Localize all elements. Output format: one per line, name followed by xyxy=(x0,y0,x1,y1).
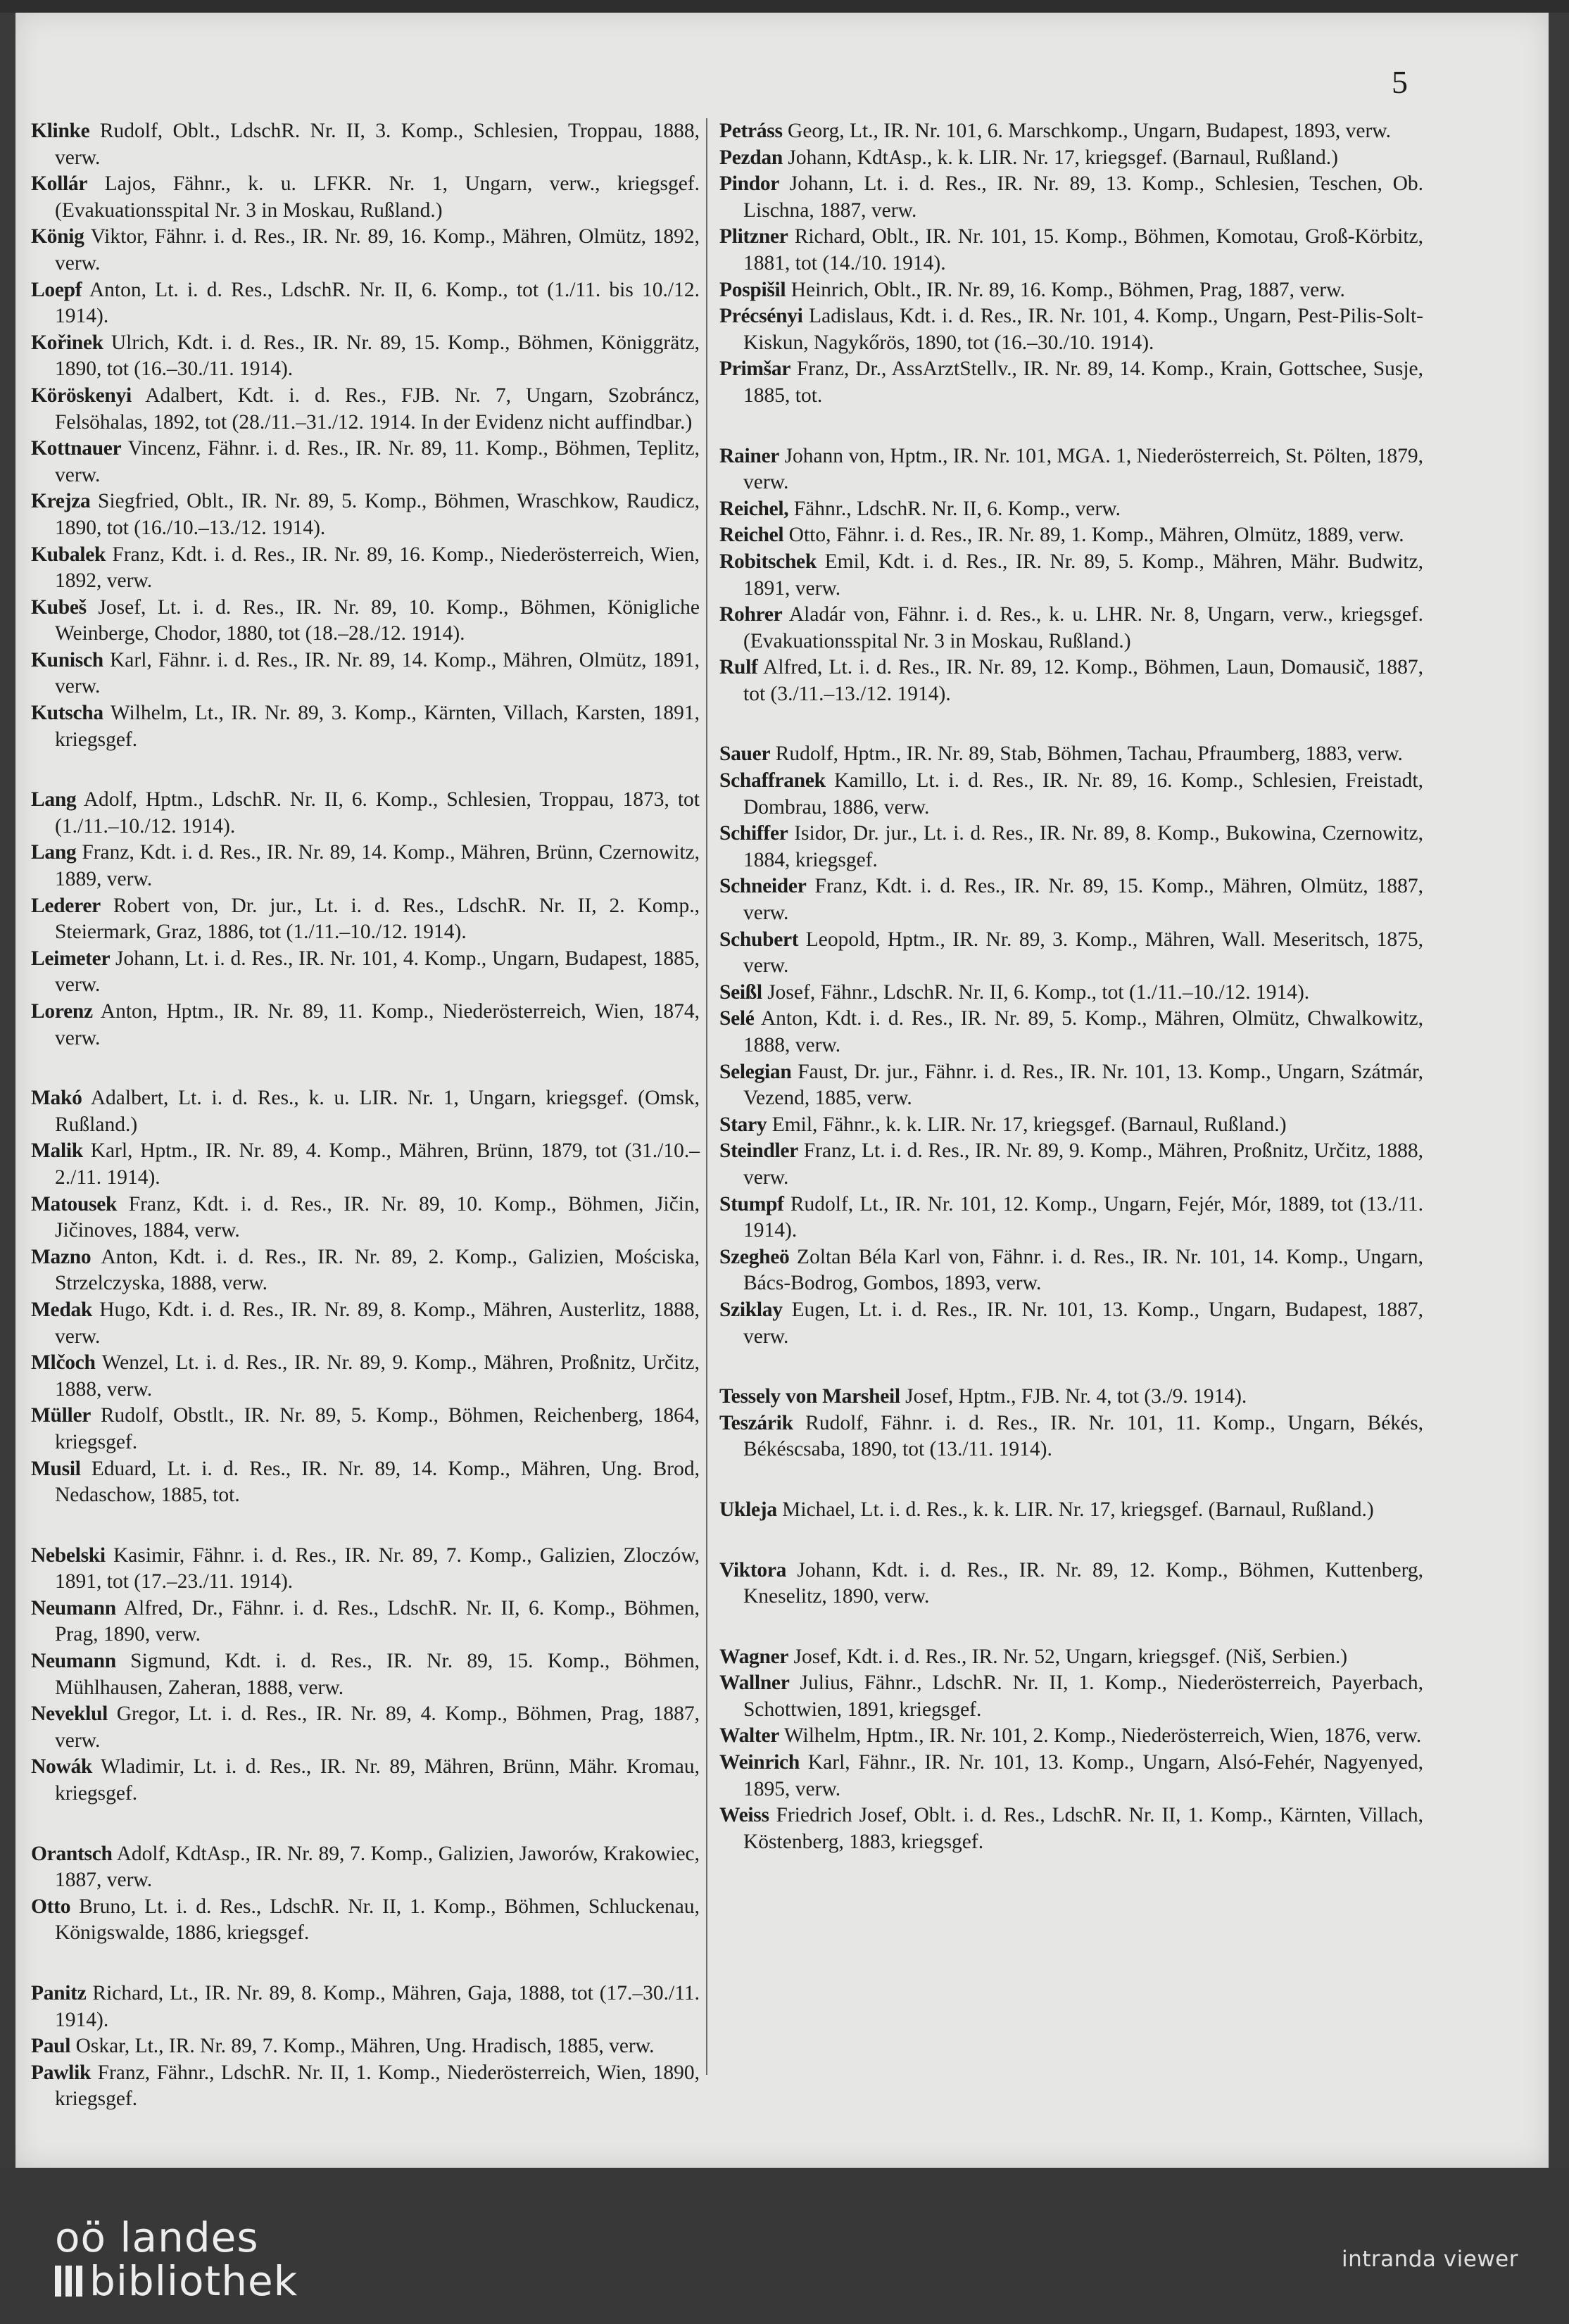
register-entry xyxy=(31,436,700,488)
entry-surname: Klinke xyxy=(31,120,90,142)
entry-surname: Nebelski xyxy=(31,1543,106,1567)
register-entry xyxy=(719,873,1423,926)
entry-surname: Primšar xyxy=(719,358,791,381)
entry-details: Anton, Kdt. i. d. Res., IR. Nr. 89, 2. Komp., Galizien, Mościska, Strzelczyska, 1888, verw. xyxy=(55,1245,700,1295)
column-divider xyxy=(706,118,707,2075)
entry-surname: Szegheö xyxy=(719,1245,790,1268)
register-entry xyxy=(719,277,1423,304)
entry-surname: Schubert xyxy=(719,928,799,951)
entry-surname: Teszárik xyxy=(719,1411,793,1434)
entry-details: Rudolf, Oblt., LdschR. Nr. II, 3. Komp., Schlesien, Troppau, 1888, verw. xyxy=(55,120,700,169)
entry-details: Wilhelm, Hptm., IR. Nr. 101, 2. Komp., Niederösterreich, Wien, 1876, verw. xyxy=(783,1724,1422,1748)
register-entry xyxy=(719,145,1423,172)
letter-group xyxy=(31,787,700,1052)
entry-surname: Précsényi xyxy=(719,305,803,328)
register-entry xyxy=(719,821,1423,873)
entry-details: Adolf, KdtAsp., IR. Nr. 89, 7. Komp., Galizien, Jaworów, Krakowiec, 1887, verw. xyxy=(55,1842,700,1892)
entry-surname: Pawlik xyxy=(31,2061,92,2084)
entry-surname: Kottnauer xyxy=(31,437,122,460)
entry-surname: Medak xyxy=(31,1298,93,1321)
entry-details: Karl, Hptm., IR. Nr. 89, 4. Komp., Mähren, Brünn, 1879, tot (31./10.–2./11. 1914). xyxy=(55,1139,700,1189)
register-entry xyxy=(31,946,700,999)
document-page xyxy=(15,13,1549,2168)
entry-details: Emil, Kdt. i. d. Res., IR. Nr. 89, 5. Komp., Mähren, Mähr. Budwitz, 1891, verw. xyxy=(743,550,1424,600)
entry-details: Richard, Oblt., IR. Nr. 101, 15. Komp., Böhmen, Komotau, Groß-Körbitz, 1881, tot (14./10. 1914). xyxy=(743,225,1424,274)
entry-details: Isidor, Dr. jur., Lt. i. d. Res., IR. Nr. 89, 8. Komp., Bukowina, Czernowitz, 1884, kriegsgef. xyxy=(743,822,1423,871)
register-entry xyxy=(31,1456,700,1509)
entry-details: Franz, Kdt. i. d. Res., IR. Nr. 89, 16. Komp., Niederösterreich, Wien, 1892, verw. xyxy=(55,543,700,593)
register-entry xyxy=(719,443,1423,496)
register-entry xyxy=(719,496,1423,523)
entry-surname: Köröskenyi xyxy=(31,384,132,407)
entry-details: Ulrich, Kdt. i. d. Res., IR. Nr. 89, 15. Komp., Böhmen, Königgrätz, 1890, tot (16.–30./11. 1914). xyxy=(55,331,700,381)
register-entry xyxy=(31,171,700,224)
entry-details: Josef, Kdt. i. d. Res., IR. Nr. 52, Ungarn, kriegsgef. (Niš, Serbien.) xyxy=(793,1645,1348,1668)
register-entry xyxy=(31,1701,700,1754)
register-entry xyxy=(31,700,700,753)
entry-details: Johann, Lt. i. d. Res., IR. Nr. 89, 13. Komp., Schlesien, Teschen, Ob. Lischna, 1887, verw. xyxy=(743,172,1424,222)
entry-surname: Petráss xyxy=(719,120,783,142)
letter-group xyxy=(719,118,1423,410)
entry-surname: Selé xyxy=(719,1007,755,1030)
register-entry xyxy=(719,741,1423,768)
entry-details: Faust, Dr. jur., Fähnr. i. d. Res., IR. Nr. 101, 13. Komp., Ungarn, Szátmár, Vezend, 1885, verw. xyxy=(743,1060,1423,1110)
entry-details: Josef, Hptm., FJB. Nr. 4, tot (3./9. 1914). xyxy=(905,1385,1247,1408)
register-entry xyxy=(31,1403,700,1455)
logo-text-line2-wrap xyxy=(55,2259,298,2303)
entry-details: Emil, Fähnr., k. k. LIR. Nr. 17, kriegsgef. (Barnaul, Rußland.) xyxy=(771,1113,1287,1136)
entry-surname: Tessely von Marsheil xyxy=(719,1385,900,1408)
entry-details: Franz, Dr., AssArztStellv., IR. Nr. 89, 14. Komp., Krain, Gottschee, Susje, 1885, tot. xyxy=(743,358,1423,407)
entry-surname: Mlčoch xyxy=(31,1351,96,1375)
entry-surname: Lorenz xyxy=(31,1000,93,1023)
letter-group xyxy=(719,1558,1423,1610)
register-entry xyxy=(31,1244,700,1297)
entry-surname: Steindler xyxy=(719,1139,799,1163)
register-entry xyxy=(719,655,1423,707)
entry-surname: Rohrer xyxy=(719,603,783,626)
entry-details: Ladislaus, Kdt. i. d. Res., IR. Nr. 101, 4. Komp., Ungarn, Pest-Pilis-Solt-Kiskun, Nagykőrös, 1890, tot (16.–30./10. 1914). xyxy=(743,305,1423,354)
register-entry xyxy=(719,1644,1423,1671)
register-entry xyxy=(719,1112,1423,1139)
entry-surname: Krejza xyxy=(31,490,91,513)
register-entry xyxy=(31,1596,700,1648)
entry-surname: Neumann xyxy=(31,1650,116,1673)
register-entry xyxy=(719,1497,1423,1524)
register-entry xyxy=(31,277,700,330)
entry-details: Anton, Kdt. i. d. Res., IR. Nr. 89, 5. Komp., Mähren, Olmütz, Chwalkowitz, 1888, verw. xyxy=(743,1007,1424,1056)
entry-details: Leopold, Hptm., IR. Nr. 89, 3. Komp., Mähren, Wall. Meseritsch, 1875, verw. xyxy=(743,928,1424,978)
entry-details: Adolf, Hptm., LdschR. Nr. II, 6. Komp., Schlesien, Troppau, 1873, tot (1./11.–10./12. 1914). xyxy=(55,788,700,838)
entry-surname: Lang xyxy=(31,841,77,864)
letter-group xyxy=(31,118,700,753)
entry-details: Franz, Lt. i. d. Res., IR. Nr. 89, 9. Komp., Mähren, Proßnitz, Určitz, 1888, verw. xyxy=(743,1139,1423,1189)
register-entry xyxy=(31,488,700,541)
register-entry xyxy=(31,1350,700,1403)
entry-details: Adalbert, Lt. i. d. Res., k. u. LIR. Nr. 1, Ungarn, kriegsgef. (Omsk, Rußland.) xyxy=(55,1087,700,1136)
entry-details: Wenzel, Lt. i. d. Res., IR. Nr. 89, 9. Komp., Mähren, Proßnitz, Určitz, 1888, verw. xyxy=(55,1351,700,1401)
register-entry xyxy=(719,1750,1423,1802)
entry-surname: Orantsch xyxy=(31,1842,113,1865)
entry-surname: Stumpf xyxy=(719,1192,784,1215)
register-entry xyxy=(719,1006,1423,1059)
entry-details: Adalbert, Kdt. i. d. Res., FJB. Nr. 7, Ungarn, Szobráncz, Felsöhalas, 1892, tot (28./11.–31./12. 1914. In der Evidenz nicht auffindbar.) xyxy=(55,384,700,434)
register-entry xyxy=(719,1558,1423,1610)
register-entry xyxy=(31,1754,700,1807)
entry-surname: Makó xyxy=(31,1087,82,1110)
register-entry xyxy=(31,224,700,277)
entry-details: Rudolf, Hptm., IR. Nr. 89, Stab, Böhmen, Tachau, Pfraumberg, 1883, verw. xyxy=(775,743,1403,766)
entry-details: Alfred, Lt. i. d. Res., IR. Nr. 89, 12. Komp., Böhmen, Laun, Domausič, 1887, tot (3./11.–13./12. 1914). xyxy=(743,656,1423,705)
logo-text-line2: bibliothek xyxy=(89,2257,298,2305)
register-entry xyxy=(719,1384,1423,1410)
entry-details: Robert von, Dr. jur., Lt. i. d. Res., LdschR. Nr. II, 2. Komp., Steiermark, Graz, 1886, tot (1./11.–10./12. 1914). xyxy=(55,894,700,944)
register-entry xyxy=(719,1138,1423,1191)
entry-surname: Walter xyxy=(719,1724,780,1748)
register-entry xyxy=(719,1410,1423,1463)
entry-surname: Wallner xyxy=(719,1672,790,1695)
register-entry xyxy=(31,1894,700,1947)
entry-surname: Neveklul xyxy=(31,1703,108,1726)
viewer-footer xyxy=(0,2168,1569,2324)
entry-details: Gregor, Lt. i. d. Res., IR. Nr. 89, 4. Komp., Böhmen, Prag, 1887, verw. xyxy=(55,1703,700,1752)
entry-details: Karl, Fähnr., IR. Nr. 101, 13. Komp., Ungarn, Alsó-Fehér, Nagyenyed, 1895, verw. xyxy=(743,1751,1423,1800)
entry-details: Johann, Kdt. i. d. Res., IR. Nr. 89, 12. Komp., Böhmen, Kuttenberg, Kneselitz, 1890, verw. xyxy=(743,1558,1423,1608)
entry-surname: Pindor xyxy=(719,172,780,196)
entry-details: Karl, Fähnr. i. d. Res., IR. Nr. 89, 14. Komp., Mähren, Olmütz, 1891, verw. xyxy=(55,648,700,698)
scan-border xyxy=(0,0,1569,13)
entry-details: Viktor, Fähnr. i. d. Res., IR. Nr. 89, 16. Komp., Mähren, Olmütz, 1892, verw. xyxy=(55,225,700,274)
entry-details: Wilhelm, Lt., IR. Nr. 89, 3. Komp., Kärnten, Villach, Karsten, 1891, kriegsgef. xyxy=(55,702,700,751)
register-entry xyxy=(719,549,1423,602)
register-entry xyxy=(31,893,700,946)
register-entry xyxy=(719,118,1423,145)
register-entry xyxy=(31,595,700,648)
entry-details: Johann, Lt. i. d. Res., IR. Nr. 101, 4. Komp., Ungarn, Budapest, 1885, verw. xyxy=(55,947,700,997)
letter-group xyxy=(719,741,1423,1350)
entry-details: Eugen, Lt. i. d. Res., IR. Nr. 101, 13. Komp., Ungarn, Budapest, 1887, verw. xyxy=(743,1298,1423,1348)
entry-details: Friedrich Josef, Oblt. i. d. Res., LdschR. Nr. II, 1. Komp., Kärnten, Villach, Köstenberg, 1883, kriegsgef. xyxy=(743,1804,1423,1853)
entry-details: Rudolf, Fähnr. i. d. Res., IR. Nr. 101, 11. Komp., Ungarn, Békés, Békéscsaba, 1890, tot (13./11. 1914). xyxy=(743,1411,1424,1461)
entry-details: Georg, Lt., IR. Nr. 101, 6. Marschkomp., Ungarn, Budapest, 1893, verw. xyxy=(788,120,1392,142)
entry-details: Anton, Lt. i. d. Res., LdschR. Nr. II, 6. Komp., tot (1./11. bis 10./12. 1914). xyxy=(55,278,700,328)
entry-details: Oskar, Lt., IR. Nr. 89, 7. Komp., Mähren, Ung. Hradisch, 1885, verw. xyxy=(75,2035,655,2058)
register-entry xyxy=(719,1192,1423,1244)
entry-surname: Lang xyxy=(31,788,77,811)
entry-surname: Schiffer xyxy=(719,822,788,845)
entry-surname: Leimeter xyxy=(31,947,111,970)
entry-details: Zoltan Béla Karl von, Fähnr. i. d. Res., IR. Nr. 101, 14. Komp., Ungarn, Bács-Bodrog, Gombos, 1893, verw. xyxy=(743,1245,1423,1295)
entry-details: Vincenz, Fähnr. i. d. Res., IR. Nr. 89, 11. Komp., Böhmen, Teplitz, verw. xyxy=(55,437,700,486)
entry-surname: Kunisch xyxy=(31,648,103,671)
register-entry xyxy=(31,1138,700,1191)
register-entry xyxy=(719,768,1423,821)
letter-group xyxy=(719,443,1423,708)
entry-details: Josef, Lt. i. d. Res., IR. Nr. 89, 10. Komp., Böhmen, Königliche Weinberge, Chodor, 1880, tot (18.–28./12. 1914). xyxy=(55,595,700,645)
entry-surname: Panitz xyxy=(31,1982,87,2004)
entry-surname: Paul xyxy=(31,2035,71,2058)
entry-details: Kamillo, Lt. i. d. Res., IR. Nr. 89, 16. Komp., Schlesien, Freistadt, Dombrau, 1886, verw. xyxy=(743,769,1424,819)
entry-details: Richard, Lt., IR. Nr. 89, 8. Komp., Mähren, Gaja, 1888, tot (17.–30./11. 1914). xyxy=(55,1982,700,2031)
register-entry xyxy=(31,1648,700,1701)
entry-surname: Neumann xyxy=(31,1596,116,1619)
letter-group xyxy=(719,1644,1423,1856)
letter-group xyxy=(31,1085,700,1509)
library-logo[interactable] xyxy=(55,2216,298,2303)
register-entry xyxy=(31,1085,700,1138)
entry-surname: Kollár xyxy=(31,172,88,196)
register-entry xyxy=(719,224,1423,277)
entry-surname: Pospišil xyxy=(719,278,786,301)
letter-group xyxy=(31,1841,700,1947)
register-entry xyxy=(719,1670,1423,1723)
viewer-label: intranda viewer xyxy=(1341,2247,1518,2272)
entry-details: Otto, Fähnr. i. d. Res., IR. Nr. 89, 1. Komp., Mähren, Olmütz, 1889, verw. xyxy=(788,524,1404,547)
entry-surname: Schneider xyxy=(719,875,807,898)
entry-surname: Kořinek xyxy=(31,331,103,354)
entry-details: Siegfried, Oblt., IR. Nr. 89, 5. Komp., Böhmen, Wraschkow, Raudicz, 1890, tot (16./10.–13./12. 1914). xyxy=(55,490,700,539)
logo-bars-icon xyxy=(55,2266,82,2297)
entry-details: Franz, Kdt. i. d. Res., IR. Nr. 89, 10. Komp., Böhmen, Jičin, Jičinoves, 1884, verw. xyxy=(55,1192,700,1242)
register-entry xyxy=(719,1297,1423,1350)
entry-details: Franz, Kdt. i. d. Res., IR. Nr. 89, 14. Komp., Mähren, Brünn, Czernowitz, 1889, verw. xyxy=(55,841,700,891)
register-entry xyxy=(719,171,1423,224)
entry-details: Julius, Fähnr., LdschR. Nr. II, 1. Komp., Niederösterreich, Payerbach, Schottwien, 1891, kriegsgef. xyxy=(743,1672,1424,1721)
entry-surname: Schaffranek xyxy=(719,769,826,792)
entry-surname: Stary xyxy=(719,1113,767,1136)
register-entry xyxy=(719,1244,1423,1297)
register-entry xyxy=(719,602,1423,655)
page-number: 5 xyxy=(1392,64,1408,100)
entry-surname: Mazno xyxy=(31,1245,92,1268)
entry-details: Josef, Fähnr., LdschR. Nr. II, 6. Komp., tot (1./11.–10./12. 1914). xyxy=(767,980,1310,1004)
entry-details: Michael, Lt. i. d. Res., k. k. LIR. Nr. 17, kriegsgef. (Barnaul, Rußland.) xyxy=(782,1498,1374,1521)
entry-details: Fähnr., LdschR. Nr. II, 6. Komp., verw. xyxy=(793,497,1121,520)
entry-surname: Nowák xyxy=(31,1755,93,1779)
entry-surname: Rainer xyxy=(719,444,780,467)
register-entry xyxy=(31,330,700,383)
letter-group xyxy=(31,1981,700,2113)
entry-surname: Plitzner xyxy=(719,225,788,248)
register-entry xyxy=(31,1543,700,1596)
entry-surname: Malik xyxy=(31,1139,83,1163)
entry-surname: Loepf xyxy=(31,278,82,301)
register-entry xyxy=(31,999,700,1052)
register-entry xyxy=(719,522,1423,549)
entry-surname: Müller xyxy=(31,1404,92,1427)
register-entry xyxy=(31,118,700,171)
entry-details: Kasimir, Fähnr. i. d. Res., IR. Nr. 89, 7. Komp., Galizien, Zloczów, 1891, tot (17.–23./11. 1914). xyxy=(55,1543,700,1593)
register-entry xyxy=(719,1059,1423,1112)
logo-text-line1: oö landes xyxy=(55,2214,259,2261)
register-entry xyxy=(31,648,700,700)
register-entry xyxy=(719,980,1423,1006)
entry-surname: Kutscha xyxy=(31,702,103,725)
entry-details: Bruno, Lt. i. d. Res., LdschR. Nr. II, 1. Komp., Böhmen, Schluckenau, Königswalde, 1886, kriegsgef. xyxy=(55,1895,700,1945)
entry-surname: Kubalek xyxy=(31,543,106,566)
register-entry xyxy=(31,2060,700,2113)
register-entry xyxy=(719,927,1423,980)
register-entry xyxy=(719,303,1423,356)
entry-surname: Weinrich xyxy=(719,1751,800,1774)
entry-details: Franz, Fähnr., LdschR. Nr. II, 1. Komp., Niederösterreich, Wien, 1890, kriegsgef. xyxy=(55,2061,700,2111)
entry-surname: Matousek xyxy=(31,1192,118,1215)
register-entry xyxy=(719,356,1423,409)
register-entry xyxy=(719,1723,1423,1750)
entry-surname: Sauer xyxy=(719,743,771,766)
letter-group xyxy=(719,1384,1423,1463)
entry-details: Rudolf, Lt., IR. Nr. 101, 12. Komp., Ungarn, Fejér, Mór, 1889, tot (13./11. 1914). xyxy=(743,1192,1424,1242)
register-entry xyxy=(31,1841,700,1894)
entry-surname: Seißl xyxy=(719,980,762,1004)
entry-details: Eduard, Lt. i. d. Res., IR. Nr. 89, 14. Komp., Mähren, Ung. Brod, Nedaschow, 1885, tot. xyxy=(55,1457,700,1507)
entry-surname: Rulf xyxy=(719,656,758,679)
entry-surname: Selegian xyxy=(719,1060,792,1083)
entry-details: Hugo, Kdt. i. d. Res., IR. Nr. 89, 8. Komp., Mähren, Austerlitz, 1888, verw. xyxy=(55,1298,700,1348)
entry-surname: Musil xyxy=(31,1457,81,1480)
register-entry xyxy=(31,1981,700,2033)
entry-surname: König xyxy=(31,225,84,248)
left-column xyxy=(31,118,700,2147)
letter-group xyxy=(719,1497,1423,1524)
register-entry xyxy=(31,383,700,436)
entry-surname: Viktora xyxy=(719,1558,787,1581)
register-entry xyxy=(31,787,700,840)
register-entry xyxy=(31,2033,700,2060)
entry-details: Johann, KdtAsp., k. k. LIR. Nr. 17, kriegsgef. (Barnaul, Rußland.) xyxy=(788,146,1338,169)
entry-surname: Kubeš xyxy=(31,595,87,619)
entry-surname: Pezdan xyxy=(719,146,783,169)
entry-details: Anton, Hptm., IR. Nr. 89, 11. Komp., Niederösterreich, Wien, 1874, verw. xyxy=(55,1000,700,1049)
entry-surname: Wagner xyxy=(719,1645,789,1668)
letter-group xyxy=(31,1543,700,1807)
entry-details: Franz, Kdt. i. d. Res., IR. Nr. 89, 15. Komp., Mähren, Olmütz, 1887, verw. xyxy=(743,875,1424,925)
entry-surname: Ukleja xyxy=(719,1498,777,1521)
entry-surname: Sziklay xyxy=(719,1298,783,1321)
entry-details: Sigmund, Kdt. i. d. Res., IR. Nr. 89, 15. Komp., Böhmen, Mühlhausen, Zaheran, 1888, verw. xyxy=(55,1650,700,1699)
register-entry xyxy=(31,1297,700,1350)
register-entry xyxy=(719,1802,1423,1855)
register-entry xyxy=(31,1192,700,1244)
entry-details: Heinrich, Oblt., IR. Nr. 89, 16. Komp., Böhmen, Prag, 1887, verw. xyxy=(790,278,1345,301)
entry-details: Johann von, Hptm., IR. Nr. 101, MGA. 1, Niederösterreich, St. Pölten, 1879, verw. xyxy=(743,444,1423,494)
entry-surname: Lederer xyxy=(31,894,101,917)
register-entry xyxy=(31,542,700,595)
right-column xyxy=(719,118,1423,1889)
entry-details: Aladár von, Fähnr. i. d. Res., k. u. LHR. Nr. 8, Ungarn, verw., kriegsgef. (Evakuationsspital Nr. 3 in Moskau, Rußland.) xyxy=(743,603,1423,652)
entry-details: Lajos, Fähnr., k. u. LFKR. Nr. 1, Ungarn, verw., kriegsgef. (Evakuationsspital Nr. 3 in Moskau, Rußland.) xyxy=(55,172,700,222)
entry-surname: Reichel, xyxy=(719,497,789,520)
entry-surname: Weiss xyxy=(719,1804,769,1827)
entry-surname: Reichel xyxy=(719,524,784,547)
entry-surname: Otto xyxy=(31,1895,71,1918)
entry-surname: Robitschek xyxy=(719,550,817,573)
entry-details: Wladimir, Lt. i. d. Res., IR. Nr. 89, Mähren, Brünn, Mähr. Kromau, kriegsgef. xyxy=(55,1755,700,1805)
register-entry xyxy=(31,840,700,892)
entry-details: Rudolf, Obstlt., IR. Nr. 89, 5. Komp., Böhmen, Reichenberg, 1864, kriegsgef. xyxy=(55,1404,700,1453)
entry-details: Alfred, Dr., Fähnr. i. d. Res., LdschR. Nr. II, 6. Komp., Böhmen, Prag, 1890, verw. xyxy=(55,1596,700,1646)
